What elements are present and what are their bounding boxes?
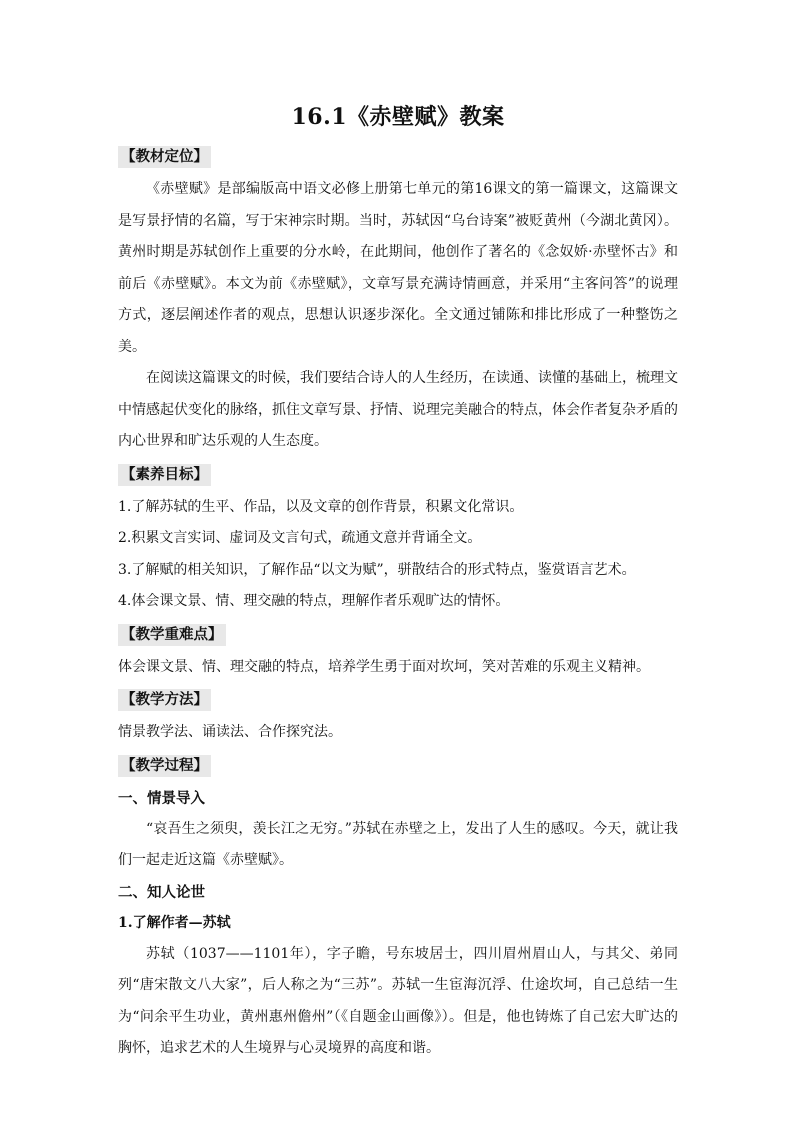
- goal-item-4: 4.体会课文景、情、理交融的特点，理解作者乐观旷达的情怀。: [118, 593, 510, 609]
- section-teaching-methods: [118, 685, 678, 749]
- section-heading-teaching-process: 【教学过程】: [118, 755, 211, 777]
- paragraph-about-su-shi: 苏轼（1037——1101年），字子瞻，号东坡居士，四川眉州眉山人，与其父、弟同列“唐宋散文八大家”，后人称之为“三苏”。苏轼一生宦海沉浮、仕途坎坷，自己总结一生为“问余平生功业，黄州惠州儋州”（《自题金山画像》）。但是，他也铸炼了自己宏大旷达的胸怀，追求艺术的人生境界与心灵境界的高度和谐。: [118, 945, 678, 1056]
- section-heading-teaching-methods: 【教学方法】: [118, 689, 211, 711]
- section-teaching-process: [118, 751, 678, 1065]
- section-key-points: [118, 620, 678, 684]
- paragraph-intro-1: 《赤壁赋》是部编版高中语文必修上册第七单元的第16课文的第一篇课文，这篇课文是写景抒情的名篇，写于宋神宗时期。当时，苏轼因“乌台诗案”被贬黄州（今湖北黄冈）。黄州时期是苏轼创作上重要的分水岭，在此期间，他创作了著名的《念奴娇·赤壁怀古》和前后《赤壁赋》。本文为前《赤壁赋》，文章写景充满诗情画意，并采用“主客问答”的说理方式，逐层阐述作者的观点，思想认识逐步深化。全文通过铺陈和排比形成了一种整饬之美。: [118, 181, 678, 355]
- key-points-text: 体会课文景、情、理交融的特点，培养学生勇于面对坎坷，笑对苦难的乐观主义精神。: [118, 658, 650, 675]
- goal-item-2: 2.积累文言实词、虚词及文言句式，疏通文意并背诵全文。: [118, 530, 482, 546]
- document-page: [118, 100, 678, 1067]
- section-heading-literacy-goals: 【素养目标】: [118, 464, 211, 486]
- section-literacy-goals: [118, 460, 678, 618]
- subheading-about-su-shi: 1.了解作者—苏轼: [118, 914, 231, 931]
- paragraph-intro-2: 在阅读这篇课文的时候，我们要结合诗人的人生经历，在读通、读懂的基础上，梳理文中情感起伏变化的脉络，抓住文章写景、抒情、说理完美融合的特点，体会作者复杂矛盾的内心世界和旷达乐观的人生态度。: [118, 370, 678, 449]
- goal-item-3: 3.了解赋的相关知识，了解作品“以文为赋”，骈散结合的形式特点，鉴赏语言艺术。: [118, 561, 636, 578]
- teaching-methods-text: 情景教学法、诵读法、合作探究法。: [118, 724, 342, 740]
- subheading-scenario-intro: 一、情景导入: [118, 789, 205, 807]
- section-heading-key-points: 【教学重难点】: [118, 624, 226, 646]
- section-heading-textbook-position: 【教材定位】: [118, 146, 211, 168]
- subheading-know-author: 二、知人论世: [118, 883, 205, 901]
- document-title: 16.1《赤壁赋》教案: [291, 104, 505, 130]
- paragraph-scenario-intro: “哀吾生之须臾，羡长江之无穷。”苏轼在赤壁之上，发出了人生的感叹。今天，就让我们一起走近这篇《赤壁赋》。: [118, 820, 678, 868]
- goal-item-1: 1.了解苏轼的生平、作品，以及文章的创作背景，积累文化常识。: [118, 498, 524, 515]
- section-textbook-position: [118, 142, 678, 458]
